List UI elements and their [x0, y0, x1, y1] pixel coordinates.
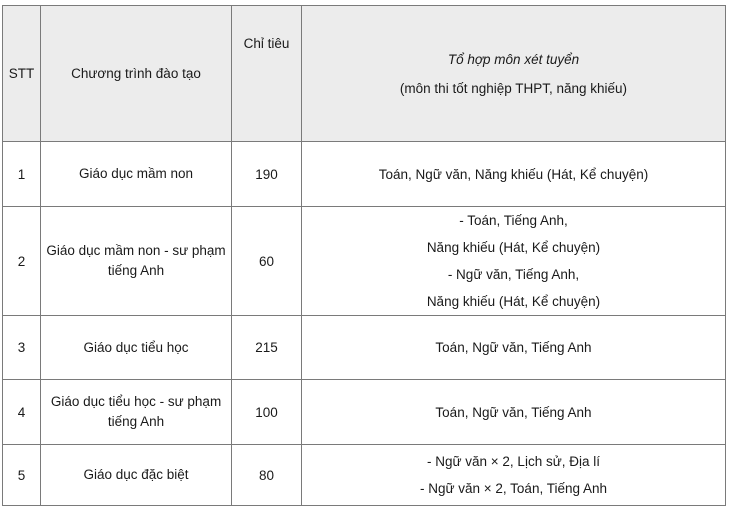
row-subjects	[302, 207, 726, 316]
row-quota: 80	[232, 445, 302, 506]
header-quota: Chỉ tiêu	[232, 6, 302, 142]
header-stt: STT	[3, 6, 41, 142]
subject-line: - Toán, Tiếng Anh,	[459, 213, 568, 228]
row-subjects	[302, 380, 726, 445]
header-subjects	[302, 6, 726, 142]
row-stt: 2	[3, 207, 41, 316]
row-subjects	[302, 142, 726, 207]
row-stt: 4	[3, 380, 41, 445]
row-program: Giáo dục mầm non	[41, 142, 232, 207]
admissions-table	[2, 5, 726, 506]
table-row	[3, 142, 726, 207]
row-program: Giáo dục mầm non - sư phạm tiếng Anh	[41, 207, 232, 316]
header-subjects-note: (môn thi tốt nghiệp THPT, năng khiếu)	[399, 80, 628, 96]
header-row	[3, 6, 726, 142]
table-row	[3, 207, 726, 316]
table-row	[3, 445, 726, 506]
row-quota: 60	[232, 207, 302, 316]
subject-line: - Ngữ văn × 2, Lịch sử, Địa lí	[426, 454, 600, 469]
subject-line: - Ngữ văn, Tiếng Anh,	[447, 267, 580, 282]
row-subjects	[302, 445, 726, 506]
row-program: Giáo dục tiểu học	[41, 316, 232, 380]
subject-line: Toán, Ngữ văn, Tiếng Anh	[435, 404, 592, 420]
header-subjects-title: Tổ hợp môn xét tuyển	[447, 51, 580, 67]
row-quota: 100	[232, 380, 302, 445]
row-program: Giáo dục tiểu học - sư phạm tiếng Anh	[41, 380, 232, 445]
row-subjects	[302, 316, 726, 380]
table-row	[3, 316, 726, 380]
subject-line: Toán, Ngữ văn, Năng khiếu (Hát, Kể chuyện)	[378, 166, 649, 182]
subject-line: Năng khiếu (Hát, Kể chuyện)	[426, 294, 601, 309]
subject-line: - Ngữ văn × 2, Toán, Tiếng Anh	[419, 481, 608, 496]
row-stt: 1	[3, 142, 41, 207]
header-program: Chương trình đào tạo	[41, 6, 232, 142]
row-quota: 190	[232, 142, 302, 207]
row-stt: 3	[3, 316, 41, 380]
row-stt: 5	[3, 445, 41, 506]
table-row	[3, 380, 726, 445]
row-quota: 215	[232, 316, 302, 380]
subject-line: Năng khiếu (Hát, Kể chuyện)	[426, 240, 601, 255]
row-program: Giáo dục đặc biệt	[41, 445, 232, 506]
subject-line: Toán, Ngữ văn, Tiếng Anh	[435, 340, 592, 355]
